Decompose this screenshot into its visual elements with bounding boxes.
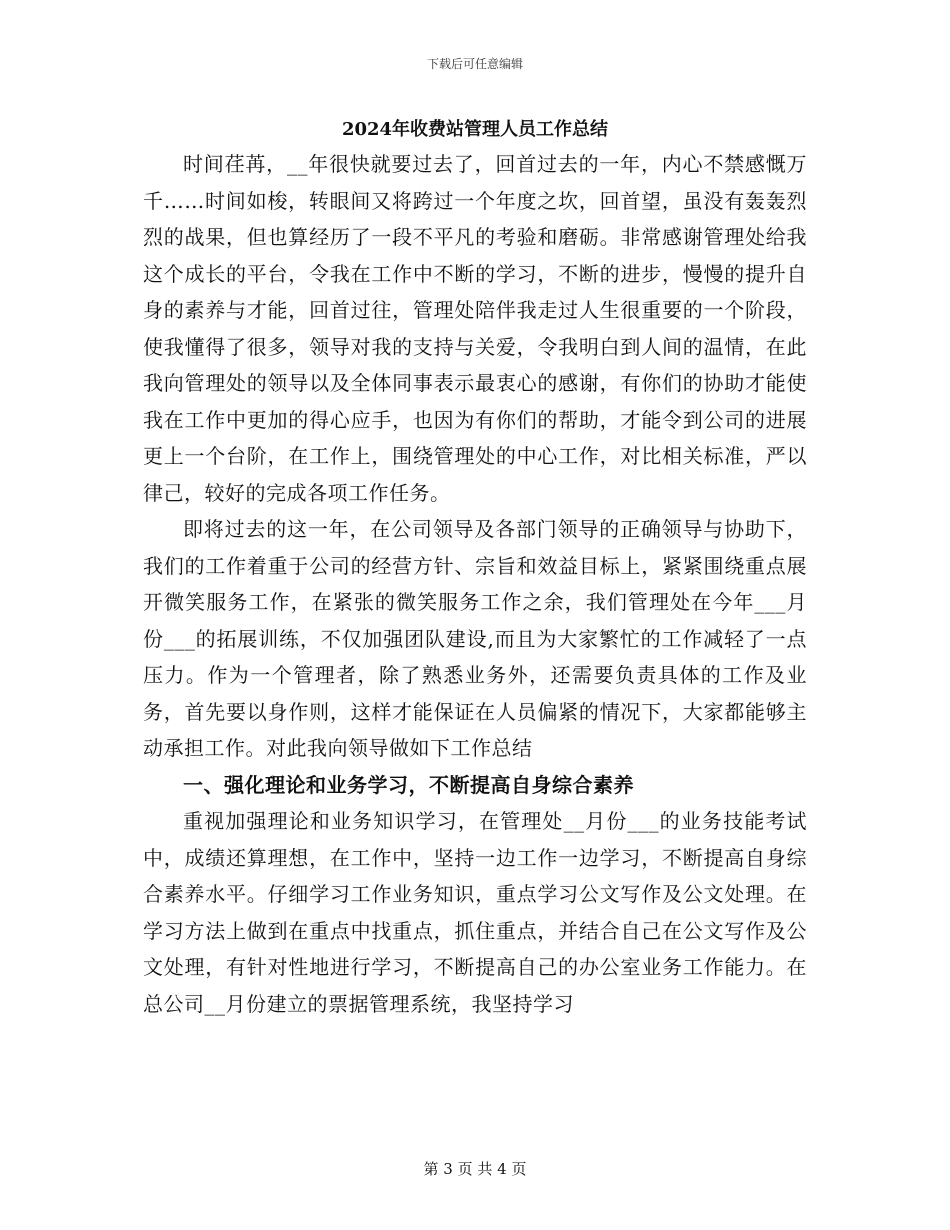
page-number: 第 3 页 共 4 页 — [423, 1160, 527, 1178]
paragraph-section-1: 重视加强理论和业务知识学习，在管理处__月份___的业务技能考试中，成绩还算理想，在工作中，坚持一边工作一边学习，不断提高自身综合素养水平。仔细学习工作业务知识，重点学习公文写作及公文处理。在学习方法上做到在重点中找重点，抓住重点，并结合自己在公文写作及公文处理，有针对性地进行学习，不断提高自己的办公室业务工作能力。在总公司__月份建立的票据管理系统，我坚持学习 — [143, 809, 807, 1016]
section-heading: 一、强化理论和业务学习，不断提高自身综合素养 — [183, 772, 634, 797]
document-title: 2024年收费站管理人员工作总结 — [341, 119, 609, 140]
paragraph-overview: 即将过去的这一年，在公司领导及各部门领导的正确领导与协助下，我们的工作着重于公司的经营方针、宗旨和效益目标上，紧紧围绕重点展开微笑服务工作，在紧张的微笑服务工作之余，我们管理处在今年___月份___的拓展训练，不仅加强团队建设,而且为大家繁忙的工作减轻了一点压力。作为一个管理者，除了熟悉业务外，还需要负责具体的工作及业务，首先要以身作则，这样才能保证在人员偏紧的情况下，大家都能够主动承担工作。对此我向领导做如下工作总结 — [143, 517, 807, 760]
page-header: 下载后可任意编辑 — [426, 57, 523, 71]
paragraph-intro: 时间荏苒，__年很快就要过去了，回首过去的一年，内心不禁感慨万千……时间如梭，转眼间又将跨过一个年度之坎，回首望，虽没有轰轰烈烈的战果，但也算经历了一段不平凡的考验和磨砺。非常感谢管理处给我这个成长的平台，令我在工作中不断的学习，不断的进步，慢慢的提升自身的素养与才能，回首过往，管理处陪伴我走过人生很重要的一个阶段，使我懂得了很多，领导对我的支持与关爱，令我明白到人间的温情，在此我向管理处的领导以及全体同事表示最衷心的感谢，有你们的协助才能使我在工作中更加的得心应手，也因为有你们的帮助，才能令到公司的进展更上一个台阶，在工作上，围绕管理处的中心工作，对比相关标准，严以律己，较好的完成各项工作任务。 — [143, 152, 807, 505]
document-body — [143, 146, 807, 1022]
